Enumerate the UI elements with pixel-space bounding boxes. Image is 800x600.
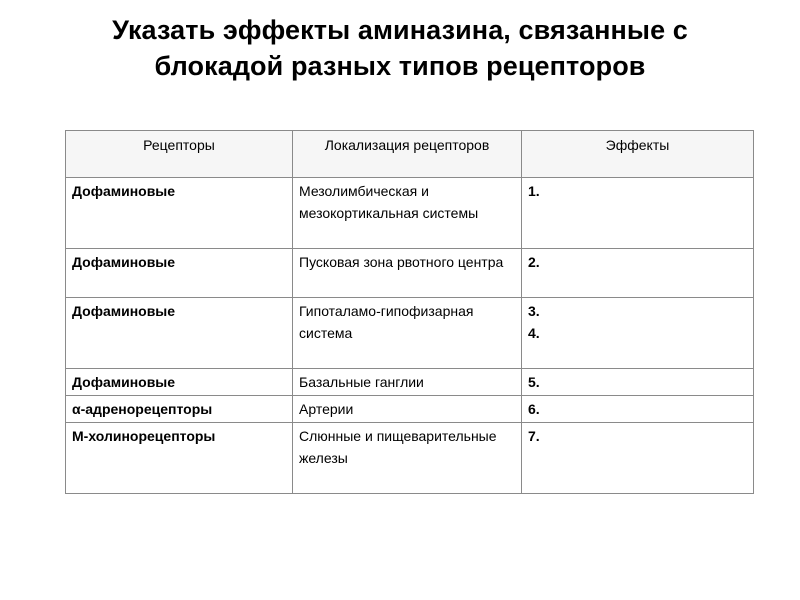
effects-cell bbox=[522, 249, 754, 298]
receptor-cell: Дофаминовые bbox=[66, 178, 293, 249]
header-effects: Эффекты bbox=[522, 131, 754, 178]
effects-cell bbox=[522, 423, 754, 494]
title-line-2: блокадой разных типов рецепторов bbox=[154, 51, 646, 81]
effect-item: 7. bbox=[528, 428, 540, 444]
receptor-cell: М-холинорецепторы bbox=[66, 423, 293, 494]
header-localization: Локализация рецепторов bbox=[293, 131, 522, 178]
effect-item: 5. bbox=[528, 374, 540, 390]
table-row bbox=[66, 298, 754, 369]
effects-cell bbox=[522, 178, 754, 249]
effect-item: 6. bbox=[528, 401, 540, 417]
table-row bbox=[66, 396, 754, 423]
localization-cell: Гипоталамо-гипофизарная система bbox=[293, 298, 522, 369]
localization-cell: Мезолимбическая и мезокортикальная системы bbox=[293, 178, 522, 249]
table-row bbox=[66, 249, 754, 298]
receptors-table bbox=[65, 130, 754, 494]
receptor-cell: Дофаминовые bbox=[66, 249, 293, 298]
effect-item: 4. bbox=[528, 325, 540, 341]
header-receptors: Рецепторы bbox=[66, 131, 293, 178]
localization-cell: Базальные ганглии bbox=[293, 369, 522, 396]
table-row bbox=[66, 178, 754, 249]
effects-cell bbox=[522, 298, 754, 369]
effects-cell bbox=[522, 396, 754, 423]
table-header-row bbox=[66, 131, 754, 178]
localization-cell: Пусковая зона рвотного центра bbox=[293, 249, 522, 298]
localization-cell: Слюнные и пищеварительные железы bbox=[293, 423, 522, 494]
table-row bbox=[66, 423, 754, 494]
effect-item: 3. bbox=[528, 303, 540, 319]
effect-item: 1. bbox=[528, 183, 540, 199]
receptor-cell: α-адренорецепторы bbox=[66, 396, 293, 423]
table-row bbox=[66, 369, 754, 396]
receptor-cell: Дофаминовые bbox=[66, 369, 293, 396]
title-line-1: Указать эффекты аминазина, связанные с bbox=[112, 15, 688, 45]
effect-item: 2. bbox=[528, 254, 540, 270]
localization-cell: Артерии bbox=[293, 396, 522, 423]
page-title bbox=[0, 12, 800, 84]
receptor-cell: Дофаминовые bbox=[66, 298, 293, 369]
effects-cell bbox=[522, 369, 754, 396]
